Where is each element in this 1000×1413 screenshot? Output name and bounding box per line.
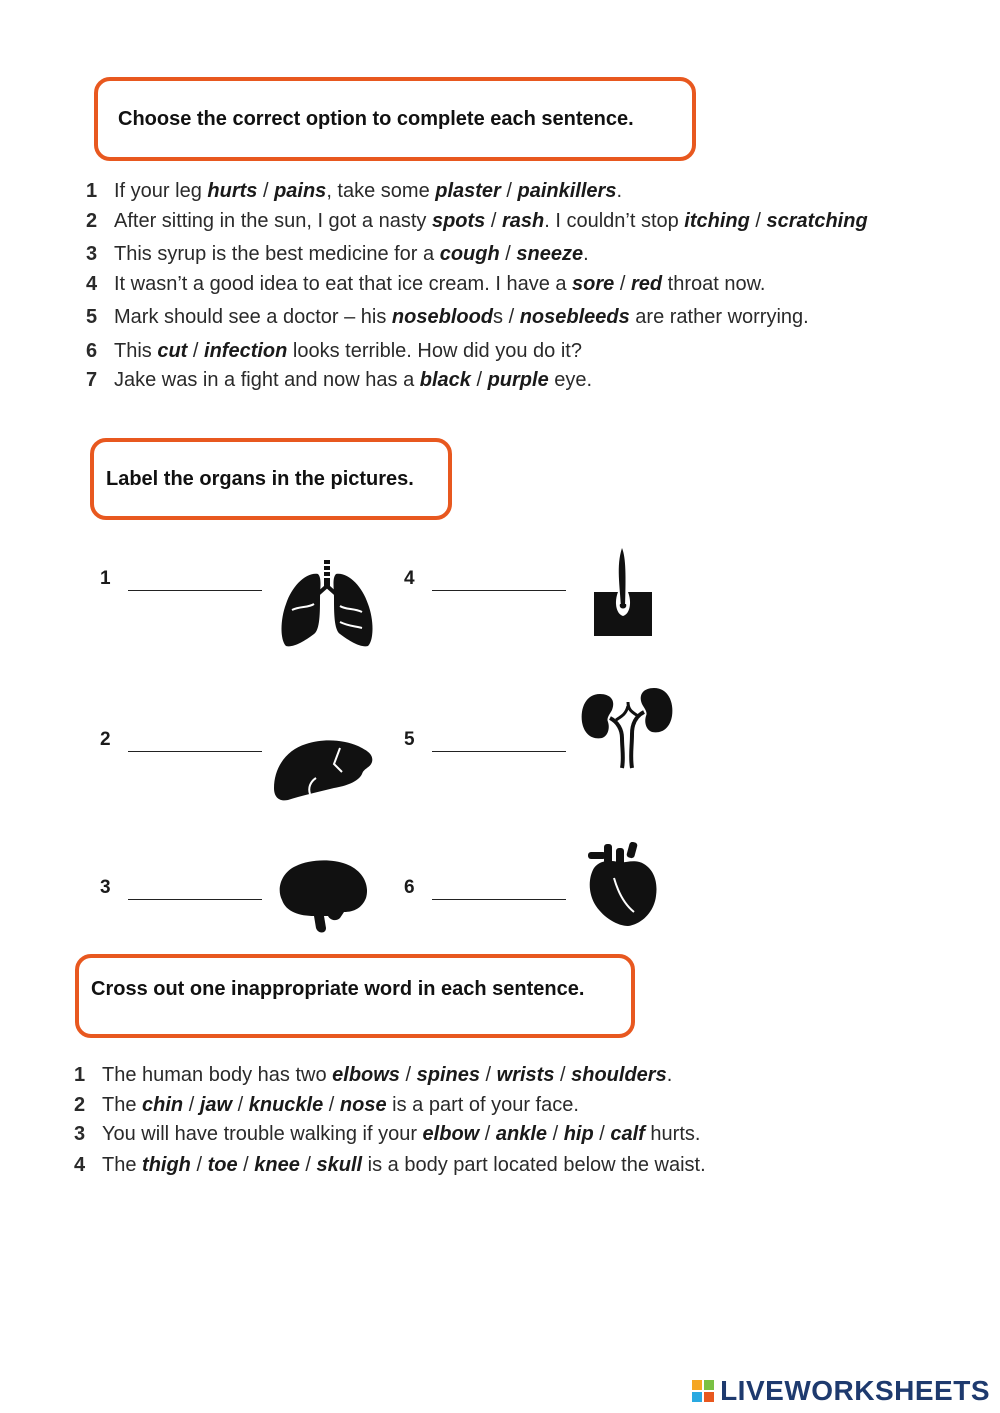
instruction-box-1	[94, 77, 696, 161]
sentence-text: .	[583, 243, 589, 265]
sentence-text: /	[614, 273, 631, 295]
answer-option[interactable]: nose	[339, 1094, 387, 1116]
answer-option[interactable]: spines	[416, 1064, 480, 1086]
item-number: 3	[86, 243, 98, 265]
heart-icon	[584, 842, 660, 928]
sentence-text: /	[749, 210, 767, 232]
answer-option[interactable]: elbows	[332, 1064, 400, 1086]
sentence-text: looks terrible. How did you do it?	[287, 340, 582, 362]
sentence-text: You will have trouble walking if your	[102, 1123, 423, 1145]
sentence-text: eye.	[548, 369, 593, 391]
answer-option[interactable]: purple	[487, 369, 549, 391]
sentence-text: Mark should see a doctor – his	[114, 306, 392, 328]
answer-option[interactable]: hip	[563, 1123, 594, 1145]
sentence-text: /	[323, 1094, 340, 1116]
sentence-item	[86, 210, 868, 233]
label-number: 2	[100, 729, 111, 750]
sentence-text: . I couldn’t stop	[544, 210, 685, 232]
logo-square	[704, 1380, 714, 1390]
sentence-text: throat now.	[662, 273, 766, 295]
answer-blank[interactable]	[432, 899, 566, 900]
sentence-item	[86, 273, 766, 296]
sentence-text: It wasn’t a good idea to eat that ice cream. I have a	[114, 273, 573, 295]
sentence-text: This syrup is the best medicine for a	[114, 243, 440, 265]
sentence-item	[86, 180, 622, 203]
label-number: 4	[404, 568, 415, 589]
sentence-text: s /	[493, 306, 520, 328]
sentence-text: .	[666, 1064, 673, 1086]
sentence-text: The human body has two	[102, 1064, 333, 1086]
sentence-text: /	[547, 1123, 564, 1145]
answer-option[interactable]: skull	[316, 1154, 363, 1176]
answer-option[interactable]: ankle	[495, 1123, 548, 1145]
sentence-item	[86, 340, 582, 363]
sentence-text: /	[299, 1154, 317, 1176]
answer-option[interactable]: thigh	[142, 1154, 191, 1176]
logo-square	[704, 1392, 714, 1402]
answer-blank[interactable]	[128, 899, 262, 900]
instruction-box-2	[90, 438, 452, 520]
answer-option[interactable]: elbow	[422, 1123, 480, 1145]
instruction-text-2: Label the organs in the pictures.	[106, 467, 414, 490]
lungs-icon	[278, 560, 376, 648]
answer-blank[interactable]	[432, 590, 566, 591]
sentence-text: /	[554, 1064, 572, 1086]
sentence-text: , take some	[326, 180, 436, 202]
answer-option[interactable]: black	[419, 369, 471, 391]
sentence-text: /	[500, 180, 518, 202]
sentence-item	[86, 306, 809, 329]
instruction-text-3: Cross out one inappropriate word in each sentence.	[91, 978, 585, 1000]
sentence-text: The	[102, 1154, 143, 1176]
item-number: 2	[86, 210, 98, 232]
answer-option[interactable]: noseblood	[391, 306, 494, 328]
item-number: 4	[74, 1154, 86, 1176]
answer-option[interactable]: knuckle	[248, 1094, 324, 1116]
answer-option[interactable]: spots	[431, 210, 486, 232]
answer-option[interactable]: scratching	[766, 210, 868, 232]
logo-mark	[692, 1380, 714, 1402]
answer-option[interactable]: plaster	[435, 180, 501, 202]
logo-square	[692, 1392, 702, 1402]
label-number: 6	[404, 877, 415, 898]
item-number: 1	[86, 180, 98, 202]
sentence-text: /	[499, 243, 517, 265]
answer-option[interactable]: jaw	[199, 1094, 233, 1116]
sentence-text: /	[237, 1154, 255, 1176]
item-number: 4	[86, 273, 98, 295]
liver-icon	[270, 738, 376, 802]
sentence-text: is a part of your face.	[386, 1094, 579, 1116]
sentence-text: hurts.	[644, 1123, 701, 1145]
answer-option[interactable]: chin	[142, 1094, 184, 1116]
logo-square	[692, 1380, 702, 1390]
answer-blank[interactable]	[128, 590, 262, 591]
label-number: 3	[100, 877, 111, 898]
answer-option[interactable]: infection	[204, 340, 288, 362]
item-number: 1	[74, 1064, 86, 1086]
sentence-text: /	[399, 1064, 417, 1086]
item-number: 7	[86, 369, 98, 391]
answer-blank[interactable]	[128, 751, 262, 752]
kidneys-icon	[578, 686, 676, 770]
sentence-text: /	[257, 180, 275, 202]
answer-option[interactable]: calf	[610, 1123, 645, 1145]
sentence-text: /	[183, 1094, 200, 1116]
brain-icon	[274, 858, 370, 934]
sentence-text: /	[190, 1154, 208, 1176]
label-number: 1	[100, 568, 111, 589]
instruction-box-3	[75, 954, 635, 1038]
sentence-item	[86, 369, 592, 392]
item-number: 5	[86, 306, 98, 328]
label-number: 5	[404, 729, 415, 750]
sentence-text: Jake was in a fight and now has a	[114, 369, 420, 391]
answer-option[interactable]: wrists	[496, 1064, 555, 1086]
answer-option[interactable]: sore	[572, 273, 615, 295]
sentence-text: If your leg	[114, 180, 208, 202]
sentence-text: .	[616, 180, 623, 202]
answer-option[interactable]: cough	[439, 243, 500, 265]
item-number: 2	[74, 1094, 86, 1116]
answer-option[interactable]: shoulders	[571, 1064, 667, 1086]
answer-option[interactable]: toe	[207, 1154, 238, 1176]
answer-option[interactable]: pains	[274, 180, 327, 202]
sentence-text: /	[479, 1064, 497, 1086]
sentence-text: The	[102, 1094, 143, 1116]
answer-option[interactable]: knee	[254, 1154, 300, 1176]
sentence-item	[86, 243, 589, 266]
answer-option[interactable]: hurts	[207, 180, 258, 202]
sentence-text: /	[232, 1094, 249, 1116]
sentence-item	[74, 1123, 700, 1146]
sentence-text: /	[470, 369, 488, 391]
liveworksheets-logo	[692, 1375, 990, 1407]
logo-text: LIVEWORKSHEETS	[720, 1375, 990, 1406]
sentence-text: /	[593, 1123, 611, 1145]
answer-option[interactable]: rash	[501, 210, 545, 232]
sentence-item	[74, 1154, 706, 1177]
sentence-text: /	[485, 210, 502, 232]
sentence-text: After sitting in the sun, I got a nasty	[114, 210, 432, 232]
sentence-text: /	[187, 340, 205, 362]
answer-option[interactable]: nosebleeds	[519, 306, 630, 328]
instruction-text-1: Choose the correct option to complete each sentence.	[118, 107, 634, 130]
skin-hair-icon	[592, 546, 654, 638]
sentence-text: /	[479, 1123, 496, 1145]
answer-option[interactable]: cut	[157, 340, 188, 362]
sentence-item	[74, 1064, 672, 1087]
answer-option[interactable]: red	[630, 273, 663, 295]
sentence-item	[74, 1094, 579, 1117]
sentence-text: are rather worrying.	[629, 306, 809, 328]
answer-option[interactable]: itching	[684, 210, 750, 232]
sentence-text: is a body part located below the waist.	[362, 1154, 706, 1176]
item-number: 6	[86, 340, 98, 362]
sentence-text: This	[114, 340, 158, 362]
answer-option[interactable]: painkillers	[517, 180, 617, 202]
item-number: 3	[74, 1123, 86, 1145]
answer-option[interactable]: sneeze	[516, 243, 584, 265]
answer-blank[interactable]	[432, 751, 566, 752]
